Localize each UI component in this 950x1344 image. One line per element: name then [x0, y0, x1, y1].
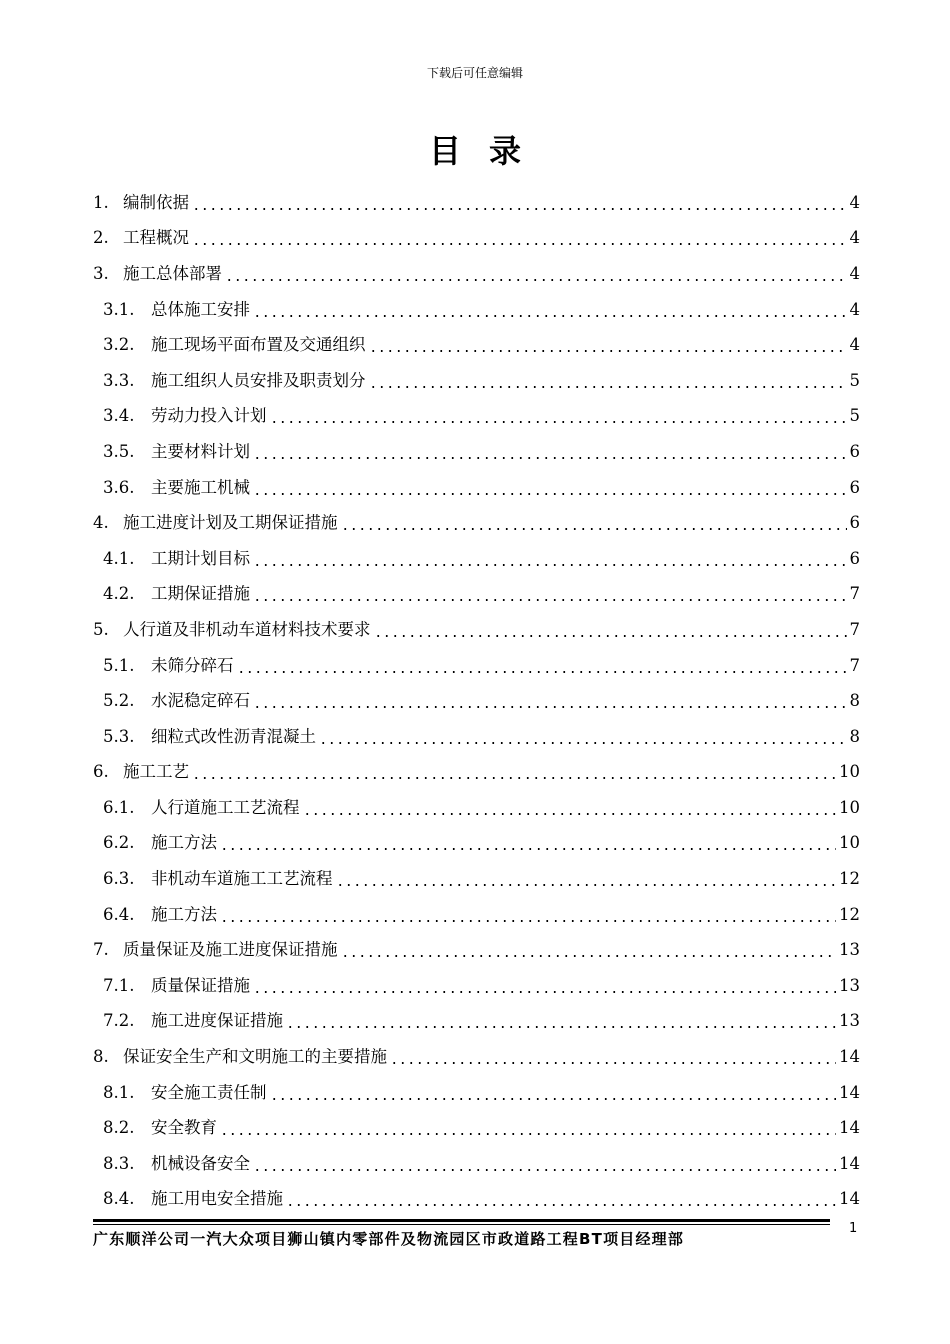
toc-entry-number: 3.5.	[103, 441, 135, 461]
toc-entry-number: 4.	[93, 513, 109, 533]
toc-entry-page: 6	[849, 548, 860, 568]
toc-entry-number: 8.4.	[103, 1189, 135, 1209]
toc-entry-page: 7	[849, 655, 860, 675]
toc-entry-title: 机械设备安全	[151, 1153, 250, 1173]
toc-entry[interactable]	[93, 755, 860, 791]
toc-entry-number: 4.1.	[103, 548, 135, 568]
toc-entry-title: 人行道及非机动车道材料技术要求	[123, 619, 371, 639]
toc-entry-number: 3.1.	[103, 299, 135, 319]
toc-entry-title: 工程概况	[123, 228, 189, 248]
toc-dot-leader	[341, 513, 847, 533]
toc-entry-page: 4	[849, 192, 860, 212]
toc-entry-number: 7.	[93, 940, 109, 960]
toc-dot-leader	[341, 940, 837, 960]
toc-entry-title: 质量保证及施工进度保证措施	[123, 940, 338, 960]
toc-entry[interactable]	[93, 932, 860, 968]
toc-entry-number: 6.4.	[103, 904, 135, 924]
toc-dot-leader	[192, 228, 847, 248]
toc-entry[interactable]	[93, 292, 860, 328]
toc-entry[interactable]	[93, 541, 860, 577]
toc-entry-number: 3.4.	[103, 406, 135, 426]
toc-entry-title: 细粒式改性沥青混凝土	[151, 726, 316, 746]
toc-entry-number: 4.2.	[103, 584, 135, 604]
toc-entry-page: 7	[849, 584, 860, 604]
toc-entry-page: 13	[839, 940, 860, 960]
toc-dot-leader	[220, 1118, 836, 1138]
toc-entry[interactable]	[93, 185, 860, 221]
toc-entry-title: 工期计划目标	[151, 548, 250, 568]
toc-entry-title: 保证安全生产和文明施工的主要措施	[123, 1047, 387, 1067]
toc-entry-page: 4	[849, 335, 860, 355]
toc-entry-number: 6.1.	[103, 797, 135, 817]
toc-dot-leader	[253, 1154, 836, 1174]
toc-entry-page: 12	[839, 869, 860, 889]
toc-entry-number: 8.	[93, 1047, 109, 1067]
toc-entry[interactable]	[93, 327, 860, 363]
toc-entry[interactable]	[93, 1075, 860, 1111]
toc-entry-number: 3.	[93, 263, 109, 283]
toc-entry[interactable]	[93, 363, 860, 399]
toc-entry[interactable]	[93, 221, 860, 257]
toc-entry-title: 施工组织人员安排及职责划分	[151, 370, 366, 390]
toc-entry-page: 5	[849, 370, 860, 390]
toc-dot-leader	[319, 727, 847, 747]
toc-entry-number: 5.	[93, 619, 109, 639]
toc-entry[interactable]	[93, 577, 860, 613]
toc-entry-title: 施工总体部署	[123, 263, 222, 283]
toc-entry-page: 10	[839, 797, 860, 817]
toc-dot-leader	[286, 1189, 836, 1209]
toc-dot-leader	[253, 478, 847, 498]
header-note: 下载后可任意编辑	[426, 66, 523, 80]
toc-entry-title: 施工进度保证措施	[151, 1011, 283, 1031]
toc-entry-page: 4	[849, 228, 860, 248]
toc-entry-title: 施工现场平面布置及交通组织	[151, 335, 366, 355]
toc-entry-number: 3.2.	[103, 335, 135, 355]
toc-entry-number: 6.	[93, 762, 109, 782]
toc-entry-page: 12	[839, 904, 860, 924]
toc-entry-page: 6	[849, 513, 860, 533]
toc-dot-leader	[253, 442, 847, 462]
toc-entry[interactable]	[93, 719, 860, 755]
toc-entry[interactable]	[93, 1039, 860, 1075]
toc-dot-leader	[220, 833, 836, 853]
toc-entry-title: 施工方法	[151, 833, 217, 853]
toc-entry-title: 主要材料计划	[151, 441, 250, 461]
toc-entry-title: 工期保证措施	[151, 584, 250, 604]
toc-entry[interactable]	[93, 399, 860, 435]
toc-entry-title: 安全施工责任制	[151, 1082, 267, 1102]
toc-entry-title: 施工进度计划及工期保证措施	[123, 513, 338, 533]
toc-entry-page: 14	[839, 1118, 860, 1138]
toc-dot-leader	[192, 193, 847, 213]
page-number: 1	[849, 1221, 858, 1236]
toc-entry-number: 1.	[93, 192, 109, 212]
toc-entry-page: 4	[849, 263, 860, 283]
toc-dot-leader	[286, 1011, 836, 1031]
toc-entry-title: 水泥稳定碎石	[151, 691, 250, 711]
toc-entry-page: 10	[839, 762, 860, 782]
toc-dot-leader	[270, 1083, 837, 1103]
toc-entry-number: 5.1.	[103, 655, 135, 675]
toc-entry-title: 未筛分碎石	[151, 655, 234, 675]
toc-entry[interactable]	[93, 1182, 860, 1218]
toc-dot-leader	[390, 1047, 836, 1067]
toc-dot-leader	[253, 549, 847, 569]
toc-entry[interactable]	[93, 470, 860, 506]
toc-dot-leader	[369, 335, 847, 355]
toc-entry-title: 编制依据	[123, 192, 189, 212]
toc-entry[interactable]	[93, 1110, 860, 1146]
toc-dot-leader	[253, 300, 847, 320]
toc-entry-page: 7	[849, 619, 860, 639]
table-of-contents	[93, 185, 860, 1217]
footer-organization: 广东顺洋公司一汽大众项目狮山镇内零部件及物流园区市政道路工程BT项目经理部	[93, 1230, 685, 1248]
toc-entry-number: 6.2.	[103, 833, 135, 853]
toc-entry-number: 8.2.	[103, 1118, 135, 1138]
toc-entry-title: 安全教育	[151, 1118, 217, 1138]
toc-entry[interactable]	[93, 612, 860, 648]
toc-entry[interactable]	[93, 1146, 860, 1182]
toc-dot-leader	[225, 264, 847, 284]
toc-entry-number: 8.3.	[103, 1153, 135, 1173]
footer-rule	[93, 1219, 830, 1222]
toc-entry[interactable]	[93, 861, 860, 897]
toc-entry-page: 14	[839, 1153, 860, 1173]
toc-entry-page: 14	[839, 1047, 860, 1067]
toc-entry[interactable]	[93, 897, 860, 933]
toc-entry-number: 7.1.	[103, 975, 135, 995]
toc-dot-leader	[374, 620, 847, 640]
toc-entry-page: 14	[839, 1082, 860, 1102]
toc-entry[interactable]	[93, 648, 860, 684]
toc-dot-leader	[303, 798, 837, 818]
toc-entry-title: 主要施工机械	[151, 477, 250, 497]
toc-entry-page: 6	[849, 441, 860, 461]
toc-entry[interactable]	[93, 256, 860, 292]
toc-entry-title: 人行道施工工艺流程	[151, 797, 300, 817]
toc-entry-page: 8	[849, 726, 860, 746]
toc-entry-number: 7.2.	[103, 1011, 135, 1031]
toc-entry[interactable]	[93, 434, 860, 470]
toc-entry-page: 4	[849, 299, 860, 319]
toc-entry-number: 5.2.	[103, 691, 135, 711]
toc-entry-number: 3.3.	[103, 370, 135, 390]
toc-entry-title: 施工方法	[151, 904, 217, 924]
toc-entry-title: 非机动车道施工工艺流程	[151, 869, 333, 889]
toc-entry-page: 14	[839, 1189, 860, 1209]
toc-dot-leader	[369, 371, 847, 391]
toc-dot-leader	[192, 762, 836, 782]
toc-entry-page: 5	[849, 406, 860, 426]
toc-entry-number: 6.3.	[103, 869, 135, 889]
toc-entry-number: 8.1.	[103, 1082, 135, 1102]
toc-entry-number: 5.3.	[103, 726, 135, 746]
toc-title: 目录	[428, 132, 549, 170]
toc-entry-page: 8	[849, 691, 860, 711]
toc-entry-number: 3.6.	[103, 477, 135, 497]
toc-entry-title: 总体施工安排	[151, 299, 250, 319]
toc-entry-title: 劳动力投入计划	[151, 406, 267, 426]
toc-entry[interactable]	[93, 505, 860, 541]
toc-dot-leader	[253, 691, 847, 711]
toc-dot-leader	[336, 869, 837, 889]
toc-dot-leader	[220, 905, 836, 925]
toc-entry-title: 施工工艺	[123, 762, 189, 782]
toc-entry-title: 质量保证措施	[151, 975, 250, 995]
footer-rule-thin	[93, 1224, 830, 1225]
toc-entry-page: 6	[849, 477, 860, 497]
toc-dot-leader	[270, 406, 847, 426]
toc-dot-leader	[237, 656, 847, 676]
toc-entry[interactable]	[93, 790, 860, 826]
toc-entry[interactable]	[93, 826, 860, 862]
toc-entry-title: 施工用电安全措施	[151, 1189, 283, 1209]
toc-entry-page: 13	[839, 975, 860, 995]
toc-entry-number: 2.	[93, 228, 109, 248]
toc-entry[interactable]	[93, 968, 860, 1004]
toc-entry[interactable]	[93, 683, 860, 719]
toc-dot-leader	[253, 584, 847, 604]
toc-entry-page: 13	[839, 1011, 860, 1031]
toc-entry[interactable]	[93, 1004, 860, 1040]
toc-dot-leader	[253, 976, 836, 996]
toc-entry-page: 10	[839, 833, 860, 853]
